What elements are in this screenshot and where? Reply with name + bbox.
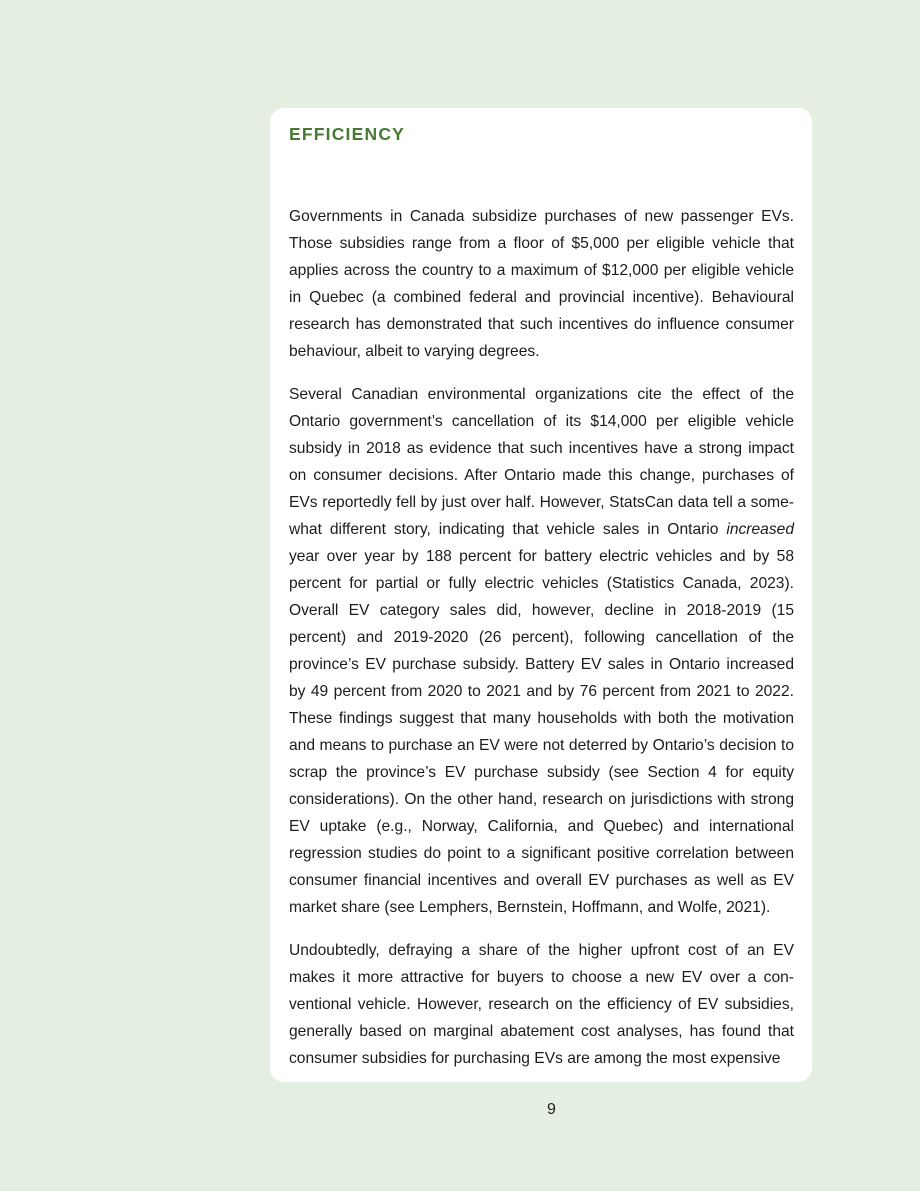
paragraph-1: Governments in Canada subsidize purchases of new passenger EVs. Those subsidies range from a floor of $5,000 per eligible vehicle that applies across the country to a maximum of $12,000 per eligible vehicle in Quebec (a combined federal and provincial incentive). Behavioural research has demonstrated that such incentives do influence consumer behaviour, albeit to varying degrees. [289,208,794,360]
paragraph-2-after: year over year by 188 percent for battery electric vehicles and by 58 percent for partial or fully electric vehicles (Statistics Canada, 2023). Overall EV category sales did, however, decline in 2018-2019 (15 percent) and 2019-2020 (26 percent), following cancellation of the province’s EV purchase subsidy. Battery EV sales in Ontario increased by 49 percent from 2020 to 2021 and by 76 percent from 2021 to 2022. These findings suggest that many households with both the motivation and means to purchase an EV were not deterred by Ontario’s decision to scrap the province’s EV purchase subsidy (see Section 4 for equity considerations). On the other hand, research on jurisdictions with strong EV uptake (e.g., Norway, California, and Quebec) and international regression studies do point to a significant positive correlation between consumer financial incentives and overall EV purchases as well as EV market share (see Lemphers, Bernstein, Hoffmann, and Wolfe, 2021). [289,548,794,916]
paragraph-3: Undoubtedly, defraying a share of the higher upfront cost of an EV makes it more attractive for buyers to choose a new EV over a conventional vehicle. However, research on the efficiency of EV subsidies, generally based on marginal abatement cost analyses, has found that consumer subsidies for purchasing EVs are among the most expensive [289,942,794,1067]
page-number: 9 [547,1101,556,1118]
body-text [289,203,794,1082]
paragraph-2-before: Several Canadian environmental organizations cite the effect of the Ontario government’s cancellation of its $14,000 per eligible vehicle subsidy in 2018 as evidence that such incentives have a strong impact on consumer decisions. After Ontario made this change, purchases of EVs reportedly fell by just over half. However, StatsCan data tell a somewhat different story, indicating that vehicle sales in Ontario [289,386,794,538]
paragraph-2 [289,381,794,921]
content-panel [270,108,812,1082]
section-heading: EFFICIENCY [289,124,406,144]
paragraph-2-emphasis: increased [726,521,794,538]
